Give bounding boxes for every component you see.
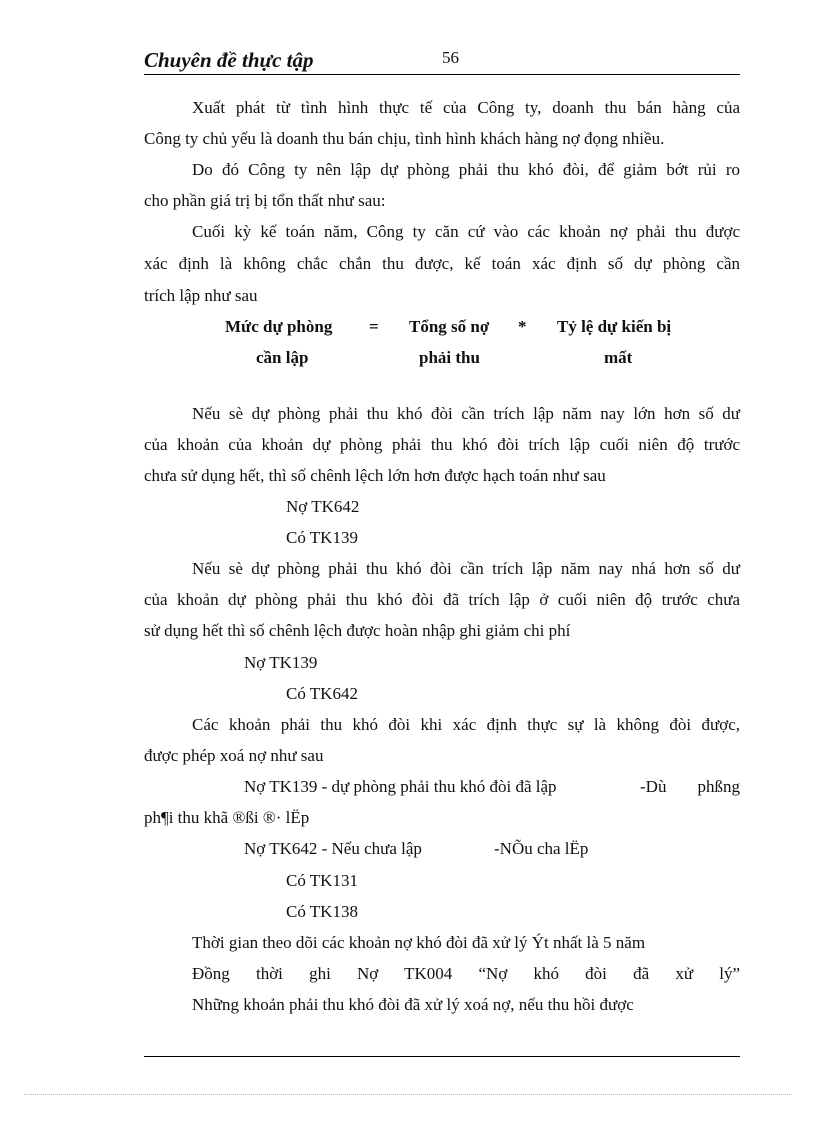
paragraph-5-line-2: của khoản dự phòng phải thu khó đòi đã trích lập ở cuối niên độ trước chưa <box>144 590 740 609</box>
paragraph-3-line-1: Cuối kỳ kế toán năm, Công ty căn cứ vào các khoản nợ phải thu được <box>192 222 740 241</box>
paragraph-2-line-2: cho phần giá trị bị tổn thất như sau: <box>144 191 386 210</box>
paragraph-1-line-2: Công ty chủ yếu là doanh thu bán chịu, tình hình khách hàng nợ đọng nhiều. <box>144 129 665 148</box>
entry-1-credit: Có TK139 <box>286 528 358 547</box>
paragraph-5-line-3: sử dụng hết thì số chênh lệch được hoàn nhập ghi giảm chi phí <box>144 621 571 640</box>
formula-term1-line-2: phải thu <box>419 348 480 367</box>
paragraph-7: Thời gian theo dõi các khoản nợ khó đòi đã xử lý Ýt nhất là 5 năm <box>192 933 646 952</box>
paragraph-6-line-2: được phép xoá nợ như sau <box>144 746 324 765</box>
entry-3-credit-1: Có TK131 <box>286 871 358 890</box>
formula-times-sign: * <box>518 317 527 336</box>
formula-term2-line-1: Tỷ lệ dự kiến bị <box>557 317 672 336</box>
formula-equals-sign: = <box>369 317 379 336</box>
paragraph-3-line-2: xác định là không chắc chắn thu được, kế toán xác định số dự phòng cần <box>144 254 740 273</box>
entry-3-line-1-garbled: -Dù phßng <box>640 777 740 796</box>
formula-lhs-line-2: cần lập <box>256 348 309 367</box>
paragraph-4-line-1: Nếu sè dự phòng phải thu khó đòi cần trích lập năm nay lớn hơn số dư <box>192 404 740 423</box>
formula-term2-line-2: mất <box>604 348 633 367</box>
entry-3-line-2: ph¶i thu khã ®ßi ®· lËp <box>144 808 310 827</box>
formula-term1-line-1: Tổng số nợ <box>409 317 490 336</box>
page-number: 56 <box>442 48 459 67</box>
footer-rule <box>144 1056 740 1057</box>
header-title: Chuyên đề thực tập <box>144 48 314 72</box>
entry-3-line-3: Nợ TK642 - Nếu chưa lập <box>244 839 422 858</box>
paragraph-5-line-1: Nếu sè dự phòng phải thu khó đòi cần trích lập năm nay nhá hơn số dư <box>192 559 740 578</box>
entry-3-credit-2: Có TK138 <box>286 902 358 921</box>
paragraph-6-line-1: Các khoản phải thu khó đòi khi xác định thực sự là không đòi được, <box>192 715 740 734</box>
entry-3-line-1: Nợ TK139 - dự phòng phải thu khó đòi đã lập <box>244 777 557 796</box>
page-edge-divider <box>24 1094 792 1095</box>
paragraph-4-line-2: của khoản của khoản dự phòng phải thu khó đòi trích lập cuối niên độ trước <box>144 435 740 454</box>
paragraph-3-line-3: trích lập như sau <box>144 286 258 305</box>
entry-2-credit: Có TK642 <box>286 684 358 703</box>
entry-3-line-3-garbled: -NÕu cha lËp <box>494 839 589 858</box>
paragraph-2-line-1: Do đó Công ty nên lập dự phòng phải thu khó đòi, để giảm bớt rủi ro <box>192 160 740 179</box>
paragraph-9: Những khoản phải thu khó đòi đã xử lý xoá nợ, nếu thu hồi được <box>192 995 634 1014</box>
entry-1-debit: Nợ TK642 <box>286 497 360 516</box>
paragraph-8: Đồng thời ghi Nợ TK004 “Nợ khó đòi đã xử lý” <box>192 964 740 983</box>
formula-lhs-line-1: Mức dự phòng <box>225 317 333 336</box>
paragraph-1-line-1: Xuất phát từ tình hình thực tế của Công ty, doanh thu bán hàng của <box>192 98 740 117</box>
page-header <box>144 44 740 75</box>
entry-2-debit: Nợ TK139 <box>244 653 318 672</box>
paragraph-4-line-3: chưa sử dụng hết, thì số chênh lệch lớn hơn được hạch toán như sau <box>144 466 606 485</box>
